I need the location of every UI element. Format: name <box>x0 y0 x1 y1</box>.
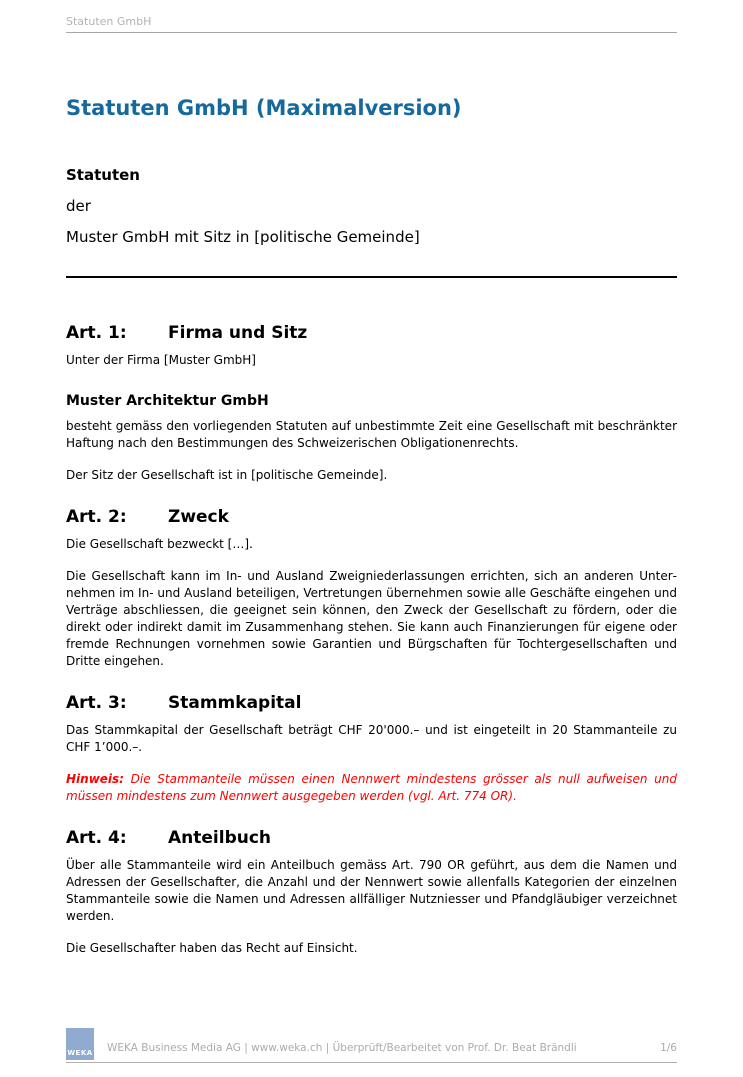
note-label: Hinweis: <box>66 772 124 786</box>
article-1-paragraph: Unter der Firma [Muster GmbH] <box>66 353 256 367</box>
footer-text: WEKA Business Media AG | www.weka.ch | Überprüft/Bearbeitet von Prof. Dr. Beat Brändli <box>107 1042 577 1054</box>
intro-line-statuten: Statuten <box>66 166 140 184</box>
article-3-heading <box>66 692 677 714</box>
divider-line <box>66 276 677 278</box>
article-2-number: Art. 2: <box>66 507 127 527</box>
weka-logo <box>66 1028 94 1060</box>
article-2-heading <box>66 506 677 528</box>
article-1-paragraph: besteht gemäss den vorliegenden Statuten auf unbestimmte Zeit eine Gesellschaft mit beschränkter Haftung nach den Bestimmungen des Schweizerischen Obligationenrechts. <box>66 419 677 450</box>
article-2-paragraph: Die Gesellschaft kann im In- und Ausland Zweigniederlassungen errichten, sich an anderen Unternehmen im In- und Ausland beteiligen, Vertretungen übernehmen sowie alle Geschäfte eingehen und Verträge abschliessen, die geeignet sein können, den Zweck der Gesellschaft zu fördern, oder die direkt oder indirekt damit im Zusammenhang stehen. Sie kann auch Finanzierungen für eigene oder fremde Rechnungen vornehmen sowie Garantien und Bürgschaften für Tochtergesellschaften und Dritte eingehen. <box>66 569 677 668</box>
article-2-title: Zweck <box>168 507 229 527</box>
article-1-company-subheading: Muster Architektur GmbH <box>66 393 269 409</box>
intro-line-company: Muster GmbH mit Sitz in [politische Gemeinde] <box>66 228 420 246</box>
article-3-paragraph: Das Stammkapital der Gesellschaft beträgt CHF 20'000.– und ist eingeteilt in 20 Stammanteile zu CHF 1’000.–. <box>66 723 677 754</box>
article-2-paragraph: Die Gesellschaft bezweckt […]. <box>66 537 253 551</box>
article-3-number: Art. 3: <box>66 693 127 713</box>
article-4-number: Art. 4: <box>66 828 127 848</box>
article-3-note <box>66 771 677 805</box>
intro-line-der: der <box>66 197 91 215</box>
document-body <box>0 95 743 957</box>
article-1-number: Art. 1: <box>66 323 127 343</box>
note-text: Die Stammanteile müssen einen Nennwert mindestens grösser als null aufweisen und müssen mindestens zum Nennwert ausgegeben werden (vgl. Art. 774 OR). <box>66 772 677 803</box>
article-3-title: Stammkapital <box>168 693 302 713</box>
article-4-heading <box>66 827 677 849</box>
article-4-paragraph: Die Gesellschafter haben das Recht auf Einsicht. <box>66 941 358 955</box>
document-title: Statuten GmbH (Maximalversion) <box>66 96 462 120</box>
weka-logo-text: WEKA <box>67 1049 93 1057</box>
article-1-paragraph: Der Sitz der Gesellschaft ist in [politische Gemeinde]. <box>66 468 388 482</box>
article-1-heading <box>66 322 677 344</box>
page-number: 1/6 <box>660 1042 677 1054</box>
page-footer <box>66 1028 677 1063</box>
article-1-title: Firma und Sitz <box>168 323 308 343</box>
article-4-paragraph: Über alle Stammanteile wird ein Anteilbuch gemäss Art. 790 OR geführt, aus dem die Namen und Adressen der Gesellschafter, die Anzahl und der Nennwert sowie allenfalls Kategorien der einzelnen Stammanteile sowie die Namen und Adressen allfälliger Nutzniesser und Pfandgläubiger verzeichnet werden. <box>66 858 677 923</box>
header-title: Statuten GmbH <box>66 15 152 28</box>
article-4-title: Anteilbuch <box>168 828 272 848</box>
page-header <box>66 0 677 33</box>
